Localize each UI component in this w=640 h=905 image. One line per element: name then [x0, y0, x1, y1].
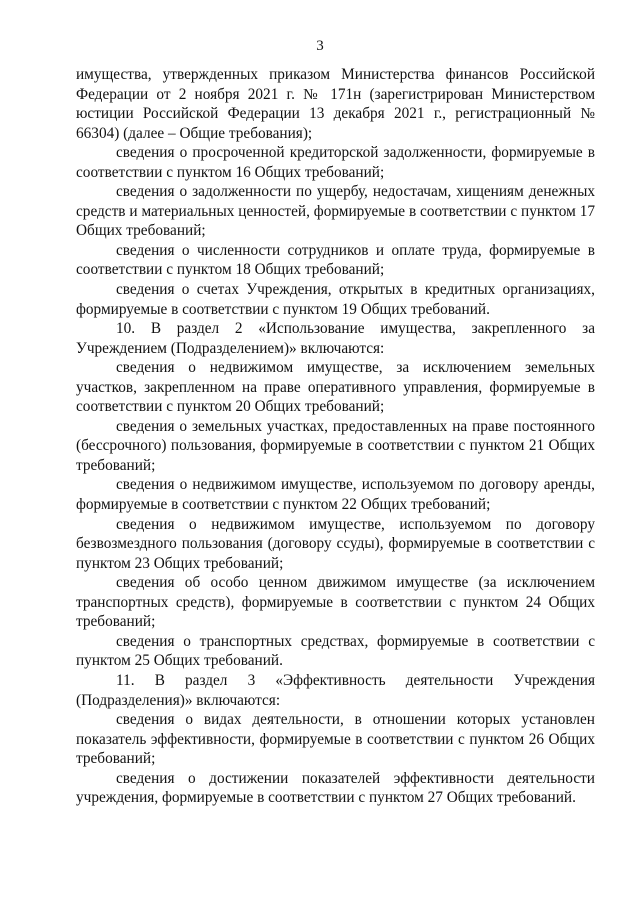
- paragraph-vehicles: сведения о транспортных средствах, формируемые в соответствии с пунктом 25 Общих требований.: [76, 632, 595, 670]
- document-body: [76, 65, 595, 808]
- page-number: 3: [316, 38, 324, 54]
- paragraph-efficiency-indicators: сведения о достижении показателей эффективности деятельности учреждения, формируемые в соответствии с пунктом 27 Общих требований.: [76, 769, 595, 807]
- paragraph-free-use: сведения о недвижимом имуществе, используемом по договору безвозмездного пользования (договору ссуды), формируемые в соответствии с пунктом 23 Общих требований;: [76, 515, 595, 572]
- paragraph-section-2-heading: 10. В раздел 2 «Использование имущества, закрепленного за Учреждением (Подразделением)» включаются:: [76, 320, 595, 357]
- paragraph-lease: сведения о недвижимом имуществе, используемом по договору аренды, формируемые в соответствии с пунктом 22 Общих требований;: [76, 476, 595, 514]
- paragraph-damage-debt: сведения о задолженности по ущербу, недостачам, хищениям денежных средств и материальных ценностей, формируемые в соответствии с пунктом 17 Общих требований;: [76, 183, 595, 240]
- paragraph-staff-pay: сведения о численности сотрудников и оплате труда, формируемые в соответствии с пунктом 18 Общих требований;: [76, 241, 595, 279]
- paragraph-activity-types: сведения о видах деятельности, в отношении которых установлен показатель эффективности, формируемые в соответствии с пунктом 26 Общих требований;: [76, 711, 595, 768]
- paragraph-valuable-movables: сведения об особо ценном движимом имуществе (за исключением транспортных средств), формируемые в соответствии с пунктом 24 Общих требований;: [76, 574, 595, 631]
- paragraph-overdue-payables: сведения о просроченной кредиторской задолженности, формируемые в соответствии с пунктом 16 Общих требований;: [76, 144, 595, 181]
- paragraph-section-3-heading: 11. В раздел 3 «Эффективность деятельности Учреждения (Подразделения)» включаются:: [76, 671, 595, 709]
- paragraph-continuation: имущества, утвержденных приказом Министерства финансов Российской Федерации от 2 ноября 2021 г. № 171н (зарегистрирован Министерством юстиции Российской Федерации 13 декабря 2021 г., регистрационный № 66304) (далее – Общие требования);: [76, 66, 595, 142]
- paragraph-real-estate: сведения о недвижимом имуществе, за исключением земельных участков, закрепленном на праве оперативного управления, формируемые в соответствии с пунктом 20 Общих требований;: [76, 359, 595, 416]
- paragraph-land-plots: сведения о земельных участках, предоставленных на праве постоянного (бессрочного) пользования, формируемые в соответствии с пунктом 21 Общих требований;: [76, 417, 595, 474]
- paragraph-bank-accounts: сведения о счетах Учреждения, открытых в кредитных организациях, формируемые в соответствии с пунктом 19 Общих требований.: [76, 281, 595, 318]
